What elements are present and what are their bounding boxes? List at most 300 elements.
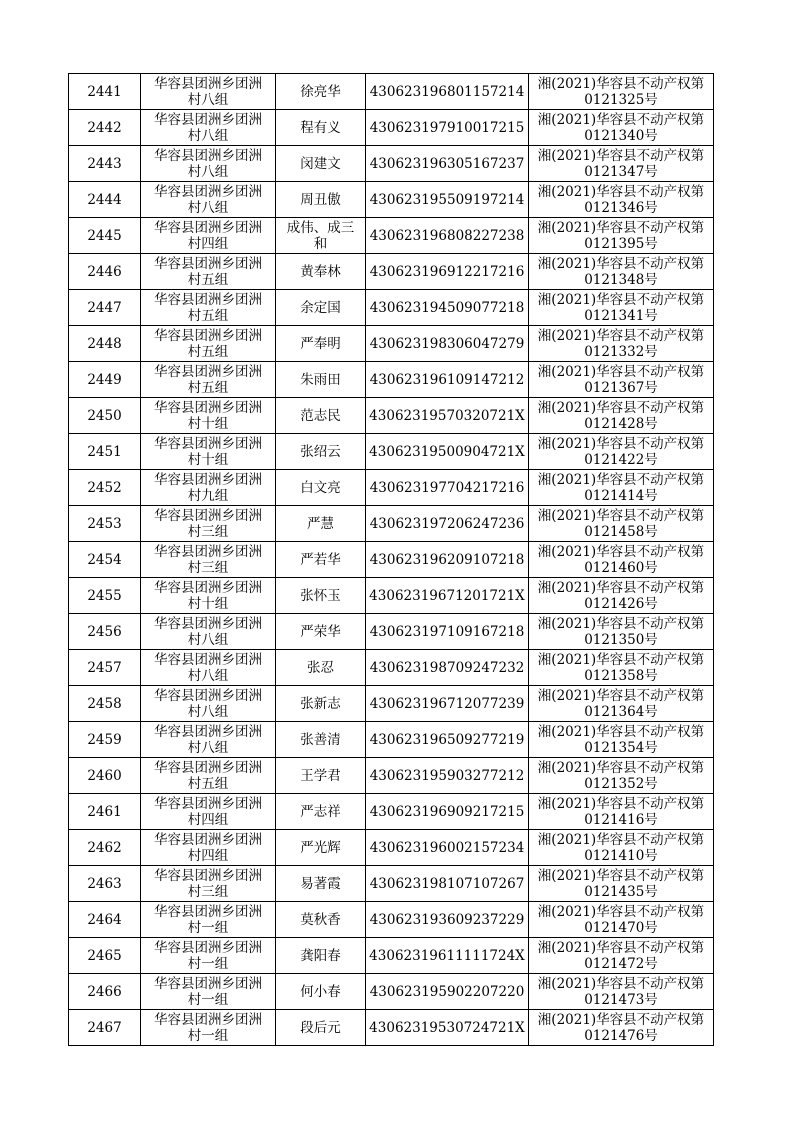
certificate-line: 湘(2021)华容县不动产权第	[537, 507, 705, 524]
owner-name-line: 严志祥	[300, 803, 341, 820]
record-number-cell: 2457	[69, 650, 141, 686]
owner-name-cell	[276, 506, 366, 542]
owner-name-line: 段后元	[300, 1019, 341, 1036]
address-line: 村一组	[187, 955, 229, 972]
owner-name-line: 严奉明	[300, 335, 341, 352]
table-row	[69, 650, 714, 686]
certificate-line: 湘(2021)华容县不动产权第	[537, 651, 705, 668]
owner-name-line: 张怀玉	[300, 587, 341, 604]
address-line: 华容县团洲乡团洲	[154, 183, 262, 200]
address-line: 村八组	[187, 631, 229, 648]
address-line: 华容县团洲乡团洲	[154, 579, 262, 596]
record-number-cell: 2462	[69, 830, 141, 866]
address-cell	[141, 830, 276, 866]
id-number-cell: 430623193609237229	[366, 902, 529, 938]
owner-name-line: 和	[313, 235, 328, 252]
address-line: 华容县团洲乡团洲	[154, 939, 262, 956]
certificate-line: 湘(2021)华容县不动产权第	[537, 75, 705, 92]
certificate-line: 0121476号	[584, 1027, 658, 1044]
owner-name-cell	[276, 830, 366, 866]
certificate-line: 湘(2021)华容县不动产权第	[537, 723, 705, 740]
address-line: 华容县团洲乡团洲	[154, 867, 262, 884]
id-number-cell: 430623196002157234	[366, 830, 529, 866]
certificate-cell	[529, 254, 714, 290]
certificate-cell	[529, 1010, 714, 1046]
address-line: 华容县团洲乡团洲	[154, 1011, 262, 1028]
table-row	[69, 398, 714, 434]
record-number-cell: 2447	[69, 290, 141, 326]
owner-name-line: 张善清	[300, 731, 341, 748]
certificate-cell	[529, 938, 714, 974]
certificate-line: 0121340号	[584, 127, 658, 144]
certificate-cell	[529, 506, 714, 542]
certificate-line: 湘(2021)华容县不动产权第	[537, 363, 705, 380]
table-row	[69, 290, 714, 326]
table-row	[69, 1010, 714, 1046]
address-line: 华容县团洲乡团洲	[154, 291, 262, 308]
table-row	[69, 614, 714, 650]
address-cell	[141, 1010, 276, 1046]
certificate-line: 0121458号	[584, 523, 658, 540]
owner-name-cell	[276, 182, 366, 218]
address-line: 村八组	[187, 199, 229, 216]
certificate-line: 湘(2021)华容县不动产权第	[537, 903, 705, 920]
certificate-line: 湘(2021)华容县不动产权第	[537, 975, 705, 992]
owner-name-line: 余定国	[300, 299, 341, 316]
table-row	[69, 506, 714, 542]
property-rights-table	[68, 73, 714, 1046]
address-line: 华容县团洲乡团洲	[154, 75, 262, 92]
certificate-line: 0121470号	[584, 919, 658, 936]
owner-name-cell	[276, 470, 366, 506]
owner-name-cell	[276, 974, 366, 1010]
address-cell	[141, 398, 276, 434]
certificate-line: 0121341号	[584, 307, 658, 324]
certificate-line: 0121428号	[584, 415, 658, 432]
address-cell	[141, 146, 276, 182]
certificate-cell	[529, 362, 714, 398]
record-number-cell: 2455	[69, 578, 141, 614]
certificate-line: 湘(2021)华容县不动产权第	[537, 687, 705, 704]
address-line: 华容县团洲乡团洲	[154, 327, 262, 344]
address-line: 华容县团洲乡团洲	[154, 903, 262, 920]
certificate-cell	[529, 398, 714, 434]
certificate-cell	[529, 218, 714, 254]
certificate-line: 0121422号	[584, 451, 658, 468]
certificate-line: 0121410号	[584, 847, 658, 864]
address-line: 村八组	[187, 667, 229, 684]
address-line: 华容县团洲乡团洲	[154, 975, 262, 992]
table-row	[69, 362, 714, 398]
address-line: 华容县团洲乡团洲	[154, 399, 262, 416]
owner-name-line: 易著霞	[300, 875, 341, 892]
address-line: 村三组	[187, 559, 229, 576]
record-number-cell: 2453	[69, 506, 141, 542]
record-number-cell: 2454	[69, 542, 141, 578]
record-number-cell: 2443	[69, 146, 141, 182]
address-cell	[141, 290, 276, 326]
owner-name-line: 莫秋香	[300, 911, 341, 928]
address-line: 村五组	[187, 775, 229, 792]
address-line: 华容县团洲乡团洲	[154, 363, 262, 380]
address-line: 华容县团洲乡团洲	[154, 219, 262, 236]
address-cell	[141, 650, 276, 686]
certificate-cell	[529, 326, 714, 362]
address-cell	[141, 866, 276, 902]
record-number-cell: 2456	[69, 614, 141, 650]
certificate-line: 0121367号	[584, 379, 658, 396]
address-line: 华容县团洲乡团洲	[154, 507, 262, 524]
address-cell	[141, 362, 276, 398]
owner-name-cell	[276, 614, 366, 650]
address-line: 村八组	[187, 739, 229, 756]
certificate-line: 湘(2021)华容县不动产权第	[537, 543, 705, 560]
id-number-cell: 430623195903277212	[366, 758, 529, 794]
address-cell	[141, 110, 276, 146]
address-line: 华容县团洲乡团洲	[154, 795, 262, 812]
certificate-cell	[529, 794, 714, 830]
address-line: 华容县团洲乡团洲	[154, 255, 262, 272]
owner-name-line: 闵建文	[300, 155, 341, 172]
id-number-cell: 43062319570320721X	[366, 398, 529, 434]
address-line: 村五组	[187, 271, 229, 288]
address-cell	[141, 578, 276, 614]
certificate-line: 湘(2021)华容县不动产权第	[537, 867, 705, 884]
address-line: 村五组	[187, 307, 229, 324]
address-line: 村八组	[187, 703, 229, 720]
record-number-cell: 2465	[69, 938, 141, 974]
record-number-cell: 2445	[69, 218, 141, 254]
table-row	[69, 146, 714, 182]
id-number-cell: 430623197206247236	[366, 506, 529, 542]
owner-name-cell	[276, 902, 366, 938]
certificate-line: 0121416号	[584, 811, 658, 828]
address-line: 村三组	[187, 523, 229, 540]
address-line: 华容县团洲乡团洲	[154, 111, 262, 128]
id-number-cell: 430623196808227238	[366, 218, 529, 254]
address-cell	[141, 434, 276, 470]
table-row	[69, 686, 714, 722]
owner-name-line: 周丑傲	[300, 191, 341, 208]
certificate-line: 湘(2021)华容县不动产权第	[537, 183, 705, 200]
certificate-line: 0121346号	[584, 199, 658, 216]
table-row	[69, 758, 714, 794]
address-line: 村十组	[187, 451, 229, 468]
certificate-line: 0121395号	[584, 235, 658, 252]
certificate-line: 0121325号	[584, 91, 658, 108]
certificate-cell	[529, 110, 714, 146]
address-line: 村九组	[187, 487, 229, 504]
id-number-cell: 430623196209107218	[366, 542, 529, 578]
owner-name-cell	[276, 326, 366, 362]
owner-name-cell	[276, 722, 366, 758]
id-number-cell: 430623196305167237	[366, 146, 529, 182]
certificate-cell	[529, 470, 714, 506]
address-line: 村一组	[187, 1027, 229, 1044]
id-number-cell: 430623196712077239	[366, 686, 529, 722]
address-cell	[141, 542, 276, 578]
owner-name-line: 程有义	[300, 119, 341, 136]
address-line: 华容县团洲乡团洲	[154, 723, 262, 740]
certificate-line: 湘(2021)华容县不动产权第	[537, 579, 705, 596]
id-number-cell: 430623198306047279	[366, 326, 529, 362]
table-row	[69, 542, 714, 578]
certificate-cell	[529, 74, 714, 110]
owner-name-cell	[276, 650, 366, 686]
certificate-cell	[529, 146, 714, 182]
owner-name-cell	[276, 146, 366, 182]
id-number-cell: 430623195509197214	[366, 182, 529, 218]
record-number-cell: 2446	[69, 254, 141, 290]
id-number-cell: 430623196801157214	[366, 74, 529, 110]
record-number-cell: 2442	[69, 110, 141, 146]
owner-name-cell	[276, 794, 366, 830]
certificate-line: 湘(2021)华容县不动产权第	[537, 1011, 705, 1028]
record-number-cell: 2464	[69, 902, 141, 938]
certificate-line: 湘(2021)华容县不动产权第	[537, 435, 705, 452]
certificate-line: 湘(2021)华容县不动产权第	[537, 759, 705, 776]
owner-name-cell	[276, 362, 366, 398]
certificate-line: 湘(2021)华容县不动产权第	[537, 399, 705, 416]
owner-name-cell	[276, 110, 366, 146]
owner-name-cell	[276, 254, 366, 290]
address-line: 华容县团洲乡团洲	[154, 471, 262, 488]
record-number-cell: 2461	[69, 794, 141, 830]
address-line: 华容县团洲乡团洲	[154, 687, 262, 704]
certificate-line: 湘(2021)华容县不动产权第	[537, 795, 705, 812]
address-cell	[141, 686, 276, 722]
record-number-cell: 2444	[69, 182, 141, 218]
owner-name-line: 严慧	[307, 515, 334, 532]
owner-name-cell	[276, 758, 366, 794]
address-cell	[141, 470, 276, 506]
record-number-cell: 2458	[69, 686, 141, 722]
certificate-cell	[529, 182, 714, 218]
table-row	[69, 434, 714, 470]
address-line: 华容县团洲乡团洲	[154, 759, 262, 776]
record-number-cell: 2463	[69, 866, 141, 902]
address-cell	[141, 506, 276, 542]
owner-name-cell	[276, 578, 366, 614]
id-number-cell: 43062319530724721X	[366, 1010, 529, 1046]
id-number-cell: 430623196509277219	[366, 722, 529, 758]
record-number-cell: 2448	[69, 326, 141, 362]
address-line: 村四组	[187, 811, 229, 828]
table-row	[69, 254, 714, 290]
certificate-cell	[529, 974, 714, 1010]
address-cell	[141, 938, 276, 974]
record-number-cell: 2459	[69, 722, 141, 758]
owner-name-cell	[276, 290, 366, 326]
address-cell	[141, 722, 276, 758]
certificate-line: 0121473号	[584, 991, 658, 1008]
address-line: 村四组	[187, 847, 229, 864]
certificate-cell	[529, 722, 714, 758]
address-cell	[141, 794, 276, 830]
id-number-cell: 430623197109167218	[366, 614, 529, 650]
record-number-cell: 2451	[69, 434, 141, 470]
certificate-line: 湘(2021)华容县不动产权第	[537, 147, 705, 164]
id-number-cell: 430623196912217216	[366, 254, 529, 290]
certificate-line: 0121435号	[584, 883, 658, 900]
id-number-cell: 430623198709247232	[366, 650, 529, 686]
certificate-line: 0121426号	[584, 595, 658, 612]
address-cell	[141, 974, 276, 1010]
certificate-line: 湘(2021)华容县不动产权第	[537, 111, 705, 128]
certificate-cell	[529, 686, 714, 722]
certificate-cell	[529, 542, 714, 578]
owner-name-line: 黄奉林	[300, 263, 341, 280]
certificate-line: 0121347号	[584, 163, 658, 180]
certificate-line: 0121414号	[584, 487, 658, 504]
record-number-cell: 2452	[69, 470, 141, 506]
table-row	[69, 218, 714, 254]
address-line: 村三组	[187, 883, 229, 900]
address-line: 村八组	[187, 163, 229, 180]
address-line: 村四组	[187, 235, 229, 252]
owner-name-line: 张新志	[300, 695, 341, 712]
id-number-cell: 43062319500904721X	[366, 434, 529, 470]
owner-name-cell	[276, 218, 366, 254]
address-line: 村十组	[187, 415, 229, 432]
record-number-cell: 2449	[69, 362, 141, 398]
id-number-cell: 43062319611111724X	[366, 938, 529, 974]
table-row	[69, 470, 714, 506]
certificate-line: 湘(2021)华容县不动产权第	[537, 615, 705, 632]
table-row	[69, 938, 714, 974]
owner-name-line: 严光辉	[300, 839, 341, 856]
owner-name-cell	[276, 398, 366, 434]
record-number-cell: 2441	[69, 74, 141, 110]
id-number-cell: 430623195902207220	[366, 974, 529, 1010]
certificate-line: 湘(2021)华容县不动产权第	[537, 471, 705, 488]
id-number-cell: 430623194509077218	[366, 290, 529, 326]
id-number-cell: 43062319671201721X	[366, 578, 529, 614]
certificate-line: 湘(2021)华容县不动产权第	[537, 255, 705, 272]
owner-name-cell	[276, 434, 366, 470]
certificate-cell	[529, 614, 714, 650]
owner-name-cell	[276, 1010, 366, 1046]
table-row	[69, 578, 714, 614]
id-number-cell: 430623197704217216	[366, 470, 529, 506]
certificate-line: 0121332号	[584, 343, 658, 360]
table-row	[69, 830, 714, 866]
address-line: 华容县团洲乡团洲	[154, 435, 262, 452]
owner-name-line: 白文亮	[300, 479, 341, 496]
address-cell	[141, 182, 276, 218]
certificate-line: 0121358号	[584, 667, 658, 684]
certificate-cell	[529, 758, 714, 794]
address-line: 华容县团洲乡团洲	[154, 543, 262, 560]
address-cell	[141, 218, 276, 254]
table-row	[69, 74, 714, 110]
certificate-cell	[529, 830, 714, 866]
address-line: 华容县团洲乡团洲	[154, 651, 262, 668]
address-line: 华容县团洲乡团洲	[154, 147, 262, 164]
certificate-line: 湘(2021)华容县不动产权第	[537, 831, 705, 848]
address-line: 村十组	[187, 595, 229, 612]
address-line: 华容县团洲乡团洲	[154, 615, 262, 632]
certificate-line: 湘(2021)华容县不动产权第	[537, 291, 705, 308]
certificate-cell	[529, 650, 714, 686]
certificate-line: 0121354号	[584, 739, 658, 756]
address-line: 村一组	[187, 919, 229, 936]
owner-name-line: 严荣华	[300, 623, 341, 640]
owner-name-line: 范志民	[300, 407, 341, 424]
table-row	[69, 110, 714, 146]
certificate-line: 湘(2021)华容县不动产权第	[537, 939, 705, 956]
id-number-cell: 430623196909217215	[366, 794, 529, 830]
address-cell	[141, 758, 276, 794]
table-row	[69, 794, 714, 830]
address-cell	[141, 902, 276, 938]
id-number-cell: 430623198107107267	[366, 866, 529, 902]
record-number-cell: 2450	[69, 398, 141, 434]
table-body	[69, 74, 714, 1046]
owner-name-line: 成伟、成三	[286, 219, 355, 236]
certificate-cell	[529, 902, 714, 938]
table-row	[69, 722, 714, 758]
id-number-cell: 430623197910017215	[366, 110, 529, 146]
certificate-line: 湘(2021)华容县不动产权第	[537, 219, 705, 236]
certificate-cell	[529, 434, 714, 470]
address-cell	[141, 74, 276, 110]
certificate-line: 0121352号	[584, 775, 658, 792]
address-line: 村一组	[187, 991, 229, 1008]
owner-name-cell	[276, 866, 366, 902]
address-line: 村八组	[187, 91, 229, 108]
owner-name-line: 朱雨田	[300, 371, 341, 388]
address-cell	[141, 326, 276, 362]
certificate-line: 0121472号	[584, 955, 658, 972]
table-row	[69, 866, 714, 902]
owner-name-line: 王学君	[300, 767, 341, 784]
table-row	[69, 326, 714, 362]
owner-name-line: 何小春	[300, 983, 341, 1000]
certificate-line: 湘(2021)华容县不动产权第	[537, 327, 705, 344]
certificate-line: 0121460号	[584, 559, 658, 576]
table-row	[69, 182, 714, 218]
owner-name-line: 龚阳春	[300, 947, 341, 964]
address-line: 村五组	[187, 379, 229, 396]
owner-name-cell	[276, 686, 366, 722]
owner-name-line: 严若华	[300, 551, 341, 568]
record-number-cell: 2467	[69, 1010, 141, 1046]
owner-name-cell	[276, 938, 366, 974]
owner-name-line: 张绍云	[300, 443, 341, 460]
owner-name-cell	[276, 542, 366, 578]
certificate-cell	[529, 578, 714, 614]
record-number-cell: 2460	[69, 758, 141, 794]
certificate-line: 0121348号	[584, 271, 658, 288]
address-line: 村八组	[187, 127, 229, 144]
record-number-cell: 2466	[69, 974, 141, 1010]
address-cell	[141, 254, 276, 290]
owner-name-cell	[276, 74, 366, 110]
owner-name-line: 张忍	[307, 659, 334, 676]
owner-name-line: 徐亮华	[300, 83, 341, 100]
certificate-cell	[529, 866, 714, 902]
address-line: 村五组	[187, 343, 229, 360]
certificate-cell	[529, 290, 714, 326]
address-cell	[141, 614, 276, 650]
table-row	[69, 902, 714, 938]
table-row	[69, 974, 714, 1010]
address-line: 华容县团洲乡团洲	[154, 831, 262, 848]
certificate-line: 0121350号	[584, 631, 658, 648]
certificate-line: 0121364号	[584, 703, 658, 720]
id-number-cell: 430623196109147212	[366, 362, 529, 398]
